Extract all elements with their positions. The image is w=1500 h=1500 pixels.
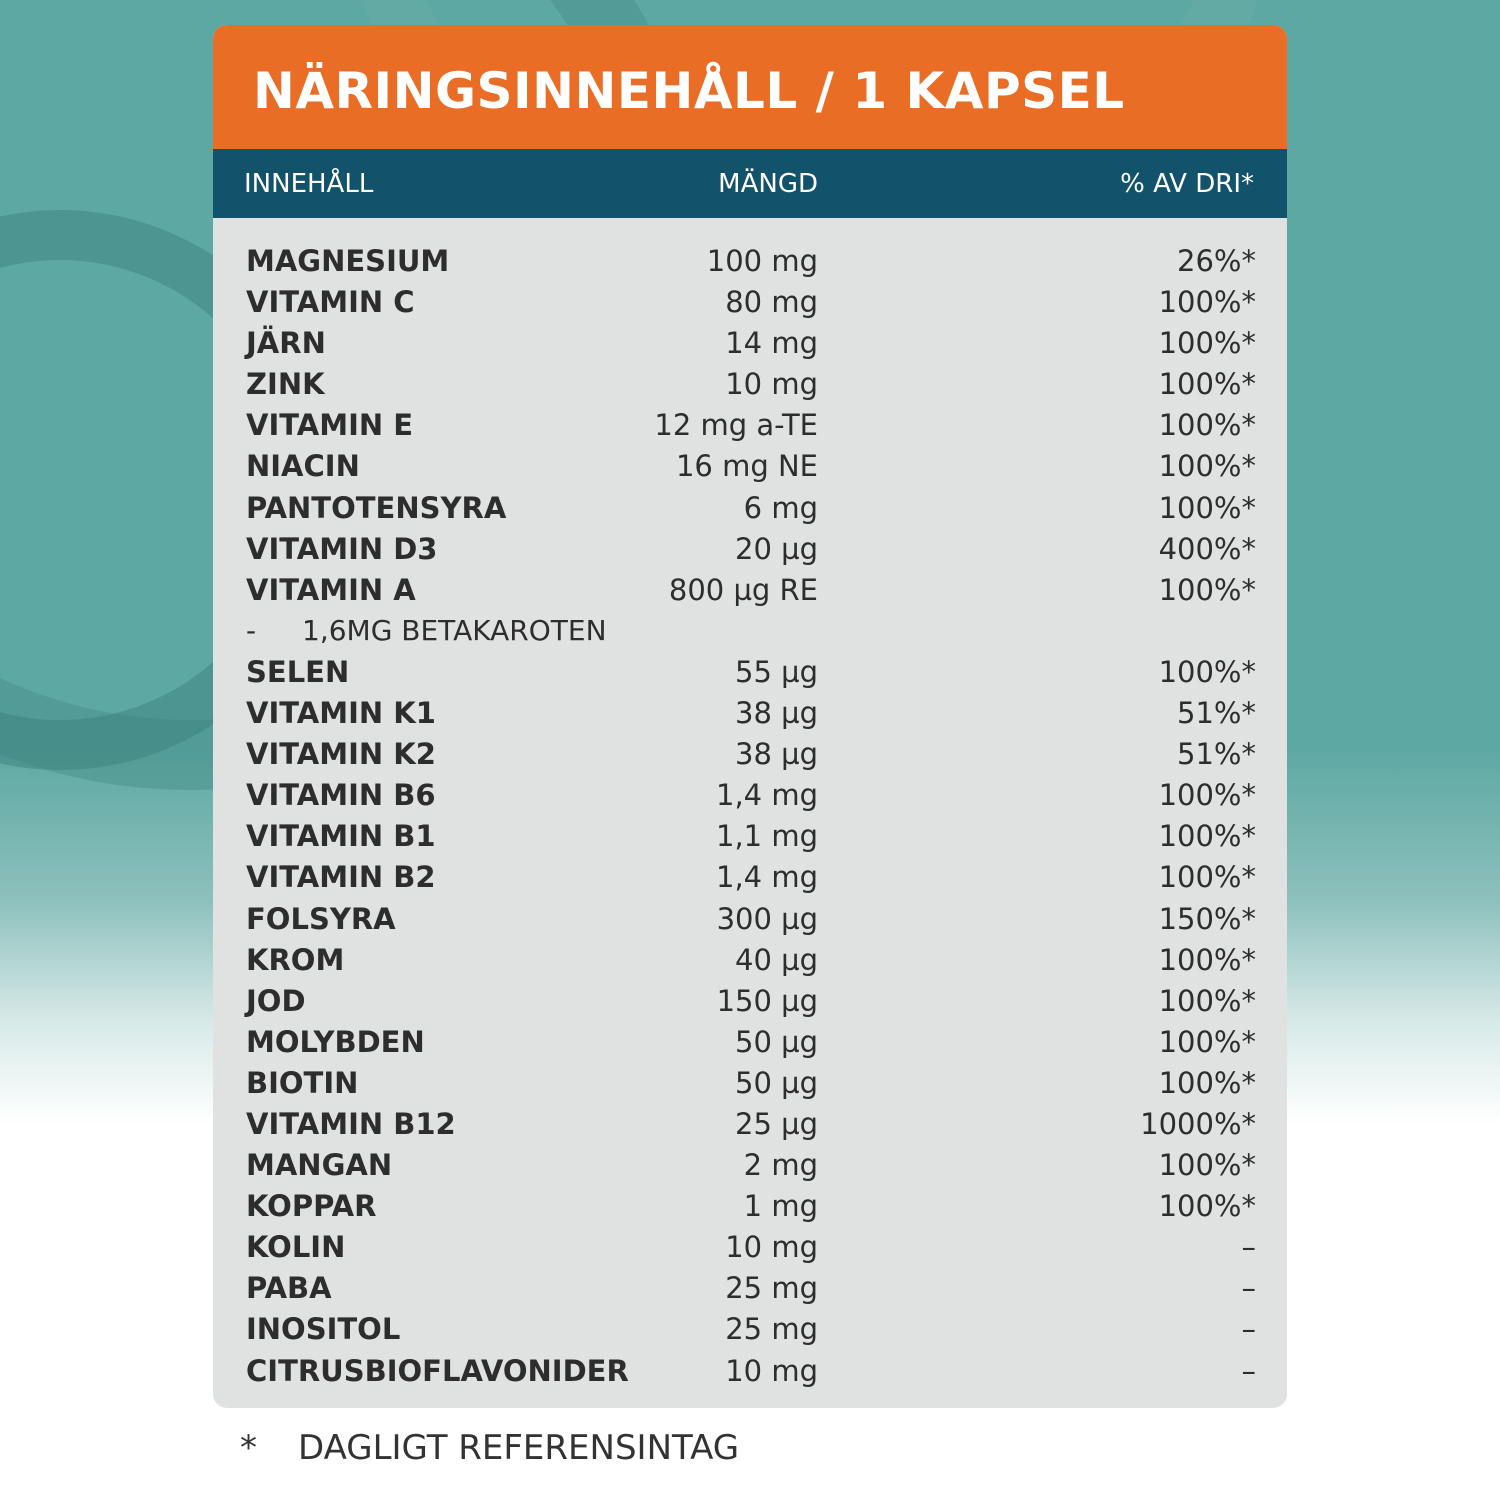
table-row: [213, 939, 1287, 980]
table-row: [213, 692, 1287, 733]
nutrient-name: CITRUSBIOFLAVONIDER: [246, 1353, 629, 1388]
nutrient-amount: 300 µg: [716, 901, 818, 936]
table-row: [213, 1021, 1287, 1062]
column-header-content: INNEHÅLL: [244, 169, 374, 199]
page-title: NÄRINGSINNEHÅLL / 1 KAPSEL: [253, 62, 1125, 120]
nutrient-dri-percent: 26%*: [1177, 244, 1256, 278]
nutrient-amount: 40 µg: [735, 942, 818, 977]
nutrient-amount: 50 µg: [735, 1065, 818, 1100]
table-row: [213, 445, 1287, 486]
nutrient-dri-percent: 400%*: [1158, 531, 1256, 566]
title-bar: [213, 25, 1287, 149]
table-subrow: [213, 610, 1287, 651]
nutrient-name: VITAMIN A: [246, 572, 416, 607]
table-row: [213, 1267, 1287, 1308]
table-row: [213, 898, 1287, 939]
nutrient-dri-percent: 100%*: [1158, 819, 1256, 854]
table-header: [213, 149, 1287, 218]
table-row: [213, 404, 1287, 445]
nutrient-name: VITAMIN B12: [246, 1106, 456, 1141]
nutrient-dri-percent: 100%*: [1158, 1024, 1256, 1059]
footnote-marker: *: [240, 1428, 257, 1468]
nutrient-amount: 25 mg: [725, 1271, 818, 1306]
nutrient-amount: 10 mg: [725, 1230, 818, 1265]
nutrient-amount: 1,1 mg: [716, 819, 818, 854]
table-row: [213, 856, 1287, 897]
table-row: [213, 281, 1287, 322]
nutrition-table-card: [213, 25, 1287, 1408]
nutrient-name: MOLYBDEN: [246, 1024, 425, 1059]
nutrient-amount: 6 mg: [743, 490, 818, 525]
table-row: [213, 322, 1287, 363]
nutrient-name: VITAMIN D3: [246, 531, 438, 566]
nutrient-name: VITAMIN K2: [246, 737, 436, 772]
nutrient-dri-percent: 1000%*: [1140, 1106, 1256, 1141]
table-row: [213, 815, 1287, 856]
nutrient-name: NIACIN: [246, 449, 360, 484]
nutrient-amount: 80 mg: [725, 285, 818, 320]
nutrient-name: KOPPAR: [246, 1189, 377, 1224]
nutrient-amount: 800 µg RE: [668, 572, 818, 607]
nutrient-name: INOSITOL: [246, 1312, 401, 1347]
table-row: [213, 774, 1287, 815]
nutrient-dri-percent: –: [1241, 1230, 1256, 1265]
nutrient-name: VITAMIN B1: [246, 819, 436, 854]
table-body: [213, 218, 1287, 1391]
nutrient-dri-percent: 100%*: [1158, 367, 1256, 402]
nutrient-amount: 55 µg: [735, 654, 818, 689]
table-row: [213, 1144, 1287, 1185]
nutrient-amount: 14 mg: [725, 326, 818, 361]
nutrient-dri-percent: 100%*: [1158, 778, 1256, 813]
nutrient-name-text: 1,6MG BETAKAROTEN: [302, 613, 607, 647]
nutrient-amount: 100 mg: [706, 244, 818, 278]
nutrient-name: VITAMIN C: [246, 285, 415, 320]
table-row: [213, 1226, 1287, 1267]
nutrient-dri-percent: 100%*: [1158, 860, 1256, 895]
column-header-amount: MÄNGD: [718, 169, 818, 199]
table-row: [213, 1103, 1287, 1144]
nutrient-dri-percent: 100%*: [1158, 490, 1256, 525]
nutrient-dri-percent: 100%*: [1158, 1189, 1256, 1224]
nutrient-dri-percent: 100%*: [1158, 983, 1256, 1018]
nutrient-amount: 2 mg: [743, 1148, 818, 1183]
footnote: [240, 1428, 739, 1468]
nutrient-dri-percent: 100%*: [1158, 572, 1256, 607]
table-row: [213, 240, 1287, 281]
footnote-text: DAGLIGT REFERENSINTAG: [298, 1428, 740, 1468]
nutrient-dri-percent: 51%*: [1177, 737, 1256, 772]
nutrient-amount: 20 µg: [735, 531, 818, 566]
nutrient-amount: 50 µg: [735, 1024, 818, 1059]
nutrient-dri-percent: 100%*: [1158, 654, 1256, 689]
nutrient-name: ZINK: [246, 367, 325, 402]
nutrient-dri-percent: –: [1241, 1353, 1256, 1388]
nutrient-name: PANTOTENSYRA: [246, 490, 507, 525]
nutrient-amount: 1 mg: [743, 1189, 818, 1224]
nutrient-name: VITAMIN B6: [246, 778, 436, 813]
nutrient-amount: 38 µg: [735, 737, 818, 772]
nutrient-name: KOLIN: [246, 1230, 346, 1265]
nutrient-name: VITAMIN E: [246, 408, 414, 443]
nutrient-amount: 25 µg: [735, 1106, 818, 1141]
nutrient-dri-percent: 100%*: [1158, 449, 1256, 484]
nutrient-name: VITAMIN K1: [246, 696, 436, 731]
nutrient-amount: 10 mg: [725, 1353, 818, 1388]
nutrient-name: FOLSYRA: [246, 901, 396, 936]
nutrient-name: SELEN: [246, 654, 350, 689]
table-row: [213, 980, 1287, 1021]
nutrient-dri-percent: 100%*: [1158, 408, 1256, 443]
nutrient-name: JÄRN: [246, 326, 326, 361]
table-row: [213, 1350, 1287, 1391]
nutrient-name: BIOTIN: [246, 1065, 359, 1100]
nutrient-dri-percent: 150%*: [1158, 901, 1256, 936]
nutrient-dri-percent: –: [1241, 1312, 1256, 1347]
column-header-dri: % AV DRI*: [1120, 169, 1254, 199]
table-row: [213, 651, 1287, 692]
nutrient-amount: 1,4 mg: [716, 860, 818, 895]
nutrient-dri-percent: –: [1241, 1271, 1256, 1306]
nutrient-amount: 10 mg: [725, 367, 818, 402]
nutrient-dri-percent: 100%*: [1158, 942, 1256, 977]
subrow-dash: -: [246, 613, 257, 647]
nutrient-amount: 25 mg: [725, 1312, 818, 1347]
nutrient-amount: 12 mg a-TE: [654, 408, 818, 443]
nutrient-dri-percent: 100%*: [1158, 1065, 1256, 1100]
table-row: [213, 487, 1287, 528]
nutrient-dri-percent: 100%*: [1158, 285, 1256, 320]
nutrient-name: VITAMIN B2: [246, 860, 436, 895]
nutrient-name: [246, 614, 607, 647]
nutrient-name: PABA: [246, 1271, 332, 1306]
nutrient-amount: 150 µg: [716, 983, 818, 1018]
table-row: [213, 528, 1287, 569]
table-row: [213, 1062, 1287, 1103]
table-row: [213, 1185, 1287, 1226]
nutrient-dri-percent: 100%*: [1158, 1148, 1256, 1183]
nutrient-amount: 16 mg NE: [675, 449, 818, 484]
table-row: [213, 569, 1287, 610]
nutrient-name: KROM: [246, 942, 345, 977]
nutrient-name: MANGAN: [246, 1148, 393, 1183]
table-row: [213, 1308, 1287, 1349]
table-row: [213, 363, 1287, 404]
nutrient-amount: 1,4 mg: [716, 778, 818, 813]
nutrient-dri-percent: 100%*: [1158, 326, 1256, 361]
nutrient-dri-percent: 51%*: [1177, 696, 1256, 731]
nutrient-name: MAGNESIUM: [246, 244, 450, 278]
table-row: [213, 733, 1287, 774]
nutrient-name: JOD: [246, 983, 306, 1018]
nutrient-amount: 38 µg: [735, 696, 818, 731]
